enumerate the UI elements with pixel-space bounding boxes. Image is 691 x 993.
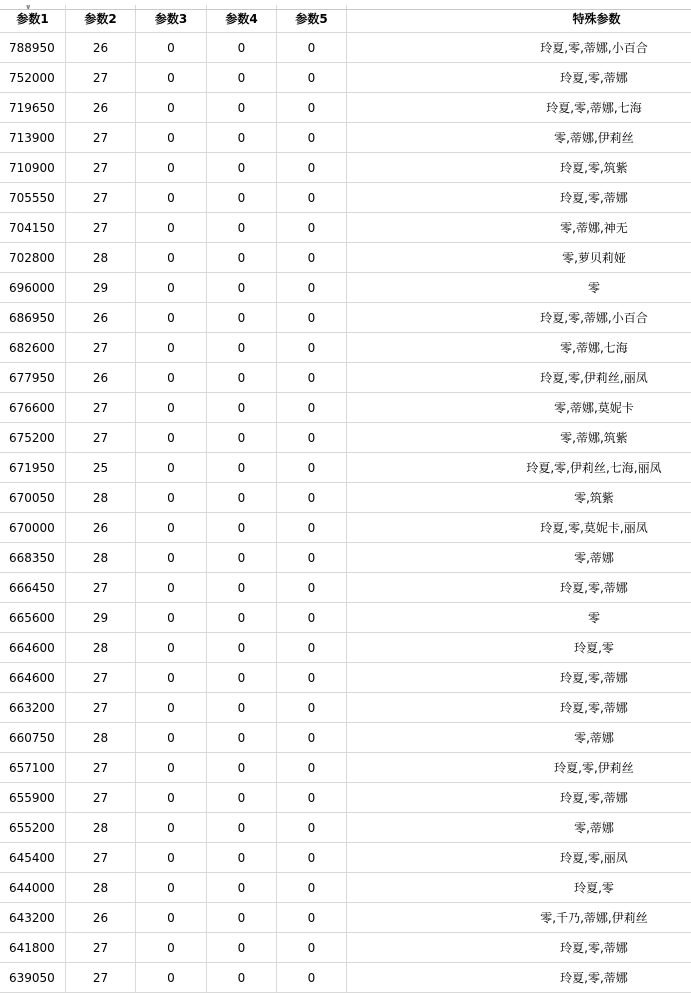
cell-param5[interactable]: 0 xyxy=(277,423,347,452)
cell-param5[interactable]: 0 xyxy=(277,513,347,542)
cell-param4[interactable]: 0 xyxy=(207,633,277,662)
cell-param1[interactable]: 705550 xyxy=(0,183,66,212)
cell-param4[interactable]: 0 xyxy=(207,273,277,302)
column-header-label: 参数2 xyxy=(84,12,117,26)
table-row[interactable] xyxy=(0,783,691,813)
cell-param4[interactable]: 0 xyxy=(207,153,277,182)
cell-param4[interactable]: 0 xyxy=(207,33,277,62)
cell-param1[interactable]: 704150 xyxy=(0,213,66,242)
cell-param4[interactable]: 0 xyxy=(207,813,277,842)
cell-param5[interactable]: 0 xyxy=(277,363,347,392)
cell-param4[interactable]: 0 xyxy=(207,663,277,692)
cell-param2[interactable]: 26 xyxy=(66,363,136,392)
cell-param2[interactable]: 29 xyxy=(66,603,136,632)
cell-special[interactable]: 玲夏,零 xyxy=(574,641,614,655)
cell-param2[interactable]: 27 xyxy=(66,573,136,602)
table-row[interactable] xyxy=(0,663,691,693)
cell-param1[interactable]: 670050 xyxy=(0,483,66,512)
cell-special[interactable]: 零,蒂娜,神无 xyxy=(560,221,628,235)
cell-param2[interactable]: 27 xyxy=(66,123,136,152)
cell-param2[interactable]: 27 xyxy=(66,183,136,212)
cell-param2[interactable]: 27 xyxy=(66,423,136,452)
cell-param3[interactable]: 0 xyxy=(136,423,207,452)
cell-param1[interactable]: 719650 xyxy=(0,93,66,122)
cell-param5[interactable]: 0 xyxy=(277,333,347,362)
cell-special[interactable]: 玲夏,零,蒂娜 xyxy=(560,191,628,205)
table-row[interactable] xyxy=(0,183,691,213)
cell-param4[interactable]: 0 xyxy=(207,483,277,512)
cell-special[interactable]: 零,萝贝莉娅 xyxy=(562,251,626,265)
cell-special[interactable]: 玲夏,零,蒂娜 xyxy=(560,671,628,685)
cell-param5[interactable]: 0 xyxy=(277,783,347,812)
cell-param1[interactable]: 639050 xyxy=(0,963,66,992)
cell-param5[interactable]: 0 xyxy=(277,243,347,272)
cell-param4[interactable]: 0 xyxy=(207,213,277,242)
table-row[interactable] xyxy=(0,423,691,453)
top-border xyxy=(0,9,691,10)
cell-special[interactable]: 零 xyxy=(587,281,600,295)
cell-param1[interactable]: 644000 xyxy=(0,873,66,902)
cell-param1[interactable]: 671950 xyxy=(0,453,66,482)
cell-special[interactable]: 零,蒂娜,筑紫 xyxy=(560,431,628,445)
cell-param5[interactable]: 0 xyxy=(277,933,347,962)
cell-param4[interactable]: 0 xyxy=(207,93,277,122)
cell-param5[interactable]: 0 xyxy=(277,33,347,62)
cell-param2[interactable]: 26 xyxy=(66,33,136,62)
cell-param2[interactable]: 26 xyxy=(66,513,136,542)
cell-param3[interactable]: 0 xyxy=(136,963,207,992)
table-row[interactable] xyxy=(0,453,691,483)
cell-param4[interactable]: 0 xyxy=(207,423,277,452)
table-row[interactable] xyxy=(0,393,691,423)
cell-special[interactable]: 零,千乃,蒂娜,伊莉丝 xyxy=(540,911,648,925)
cell-special[interactable]: 玲夏,零,蒂娜,小百合 xyxy=(540,311,648,325)
cell-special[interactable]: 零,蒂娜,伊莉丝 xyxy=(554,131,634,145)
cell-param3[interactable]: 0 xyxy=(136,603,207,632)
column-header-label: 参数4 xyxy=(225,12,258,26)
cell-param3[interactable]: 0 xyxy=(136,333,207,362)
cell-param3[interactable]: 0 xyxy=(136,33,207,62)
cell-param5[interactable]: 0 xyxy=(277,963,347,992)
cell-param4[interactable]: 0 xyxy=(207,453,277,482)
table-row[interactable] xyxy=(0,213,691,243)
cell-param5[interactable]: 0 xyxy=(277,393,347,422)
cell-param1[interactable]: 788950 xyxy=(0,33,66,62)
cell-param3[interactable]: 0 xyxy=(136,753,207,782)
column-header-param1[interactable] xyxy=(0,5,66,32)
cell-param1[interactable]: 696000 xyxy=(0,273,66,302)
cell-param5[interactable]: 0 xyxy=(277,303,347,332)
cell-param3[interactable]: 0 xyxy=(136,723,207,752)
cell-param1[interactable]: 670000 xyxy=(0,513,66,542)
cell-special[interactable]: 玲夏,零,伊莉丝 xyxy=(554,761,634,775)
cell-special[interactable]: 玲夏,零,蒂娜 xyxy=(560,791,628,805)
cell-special[interactable]: 零,蒂娜,七海 xyxy=(560,341,628,355)
cell-param5[interactable]: 0 xyxy=(277,663,347,692)
cell-param1[interactable]: 657100 xyxy=(0,753,66,782)
table-row[interactable] xyxy=(0,243,691,273)
cell-special[interactable]: 玲夏,零 xyxy=(574,881,614,895)
cell-param1[interactable]: 660750 xyxy=(0,723,66,752)
cell-param2[interactable]: 27 xyxy=(66,753,136,782)
cell-param1[interactable]: 702800 xyxy=(0,243,66,272)
cell-param3[interactable]: 0 xyxy=(136,903,207,932)
cell-param5[interactable]: 0 xyxy=(277,483,347,512)
cell-param1[interactable]: 686950 xyxy=(0,303,66,332)
cell-param4[interactable]: 0 xyxy=(207,123,277,152)
table-row[interactable] xyxy=(0,573,691,603)
cell-param4[interactable]: 0 xyxy=(207,903,277,932)
cell-param4[interactable]: 0 xyxy=(207,723,277,752)
cell-param3[interactable]: 0 xyxy=(136,93,207,122)
table-row[interactable] xyxy=(0,363,691,393)
cell-special[interactable]: 玲夏,零,伊莉丝,七海,丽凤 xyxy=(526,461,662,475)
cell-param1[interactable]: 668350 xyxy=(0,543,66,572)
cell-param1[interactable]: 663200 xyxy=(0,693,66,722)
cell-param4[interactable]: 0 xyxy=(207,183,277,212)
cell-param2[interactable]: 28 xyxy=(66,243,136,272)
cell-special[interactable]: 零 xyxy=(587,611,600,625)
cell-special[interactable]: 玲夏,零,蒂娜 xyxy=(560,581,628,595)
cell-param5[interactable]: 0 xyxy=(277,543,347,572)
cell-param3[interactable]: 0 xyxy=(136,123,207,152)
cell-param2[interactable]: 28 xyxy=(66,873,136,902)
table-row[interactable] xyxy=(0,813,691,843)
cell-param1[interactable]: 752000 xyxy=(0,63,66,92)
cell-param3[interactable]: 0 xyxy=(136,393,207,422)
cell-param4[interactable]: 0 xyxy=(207,513,277,542)
cell-param2[interactable]: 28 xyxy=(66,723,136,752)
cell-param4[interactable]: 0 xyxy=(207,933,277,962)
table-row[interactable] xyxy=(0,273,691,303)
cell-param1[interactable]: 655900 xyxy=(0,783,66,812)
table-row[interactable] xyxy=(0,903,691,933)
cell-param4[interactable]: 0 xyxy=(207,963,277,992)
table-row[interactable] xyxy=(0,63,691,93)
cell-param2[interactable]: 28 xyxy=(66,813,136,842)
cell-param4[interactable]: 0 xyxy=(207,843,277,872)
column-header-label: 参数5 xyxy=(295,12,328,26)
cell-special[interactable]: 玲夏,零,蒂娜,小百合 xyxy=(540,41,648,55)
column-header-label: 参数1 xyxy=(16,12,49,26)
cell-param3[interactable]: 0 xyxy=(136,303,207,332)
cell-param2[interactable]: 27 xyxy=(66,843,136,872)
cell-param4[interactable]: 0 xyxy=(207,693,277,722)
cell-param1[interactable]: 664600 xyxy=(0,633,66,662)
cell-param4[interactable]: 0 xyxy=(207,543,277,572)
cell-param2[interactable]: 27 xyxy=(66,933,136,962)
cell-param2[interactable]: 26 xyxy=(66,303,136,332)
cell-param3[interactable]: 0 xyxy=(136,873,207,902)
cell-param4[interactable]: 0 xyxy=(207,303,277,332)
cell-param3[interactable]: 0 xyxy=(136,693,207,722)
cell-param1[interactable]: 641800 xyxy=(0,933,66,962)
cell-param2[interactable]: 27 xyxy=(66,63,136,92)
column-header-label: 参数3 xyxy=(154,12,188,26)
cell-param2[interactable]: 27 xyxy=(66,693,136,722)
cell-param3[interactable]: 0 xyxy=(136,813,207,842)
cell-param2[interactable]: 27 xyxy=(66,963,136,992)
cell-param3[interactable]: 0 xyxy=(136,453,207,482)
cell-special[interactable]: 玲夏,零,蒂娜 xyxy=(560,971,628,985)
cell-param5[interactable]: 0 xyxy=(277,93,347,122)
cell-param1[interactable]: 655200 xyxy=(0,813,66,842)
table-row[interactable] xyxy=(0,333,691,363)
cell-param3[interactable]: 0 xyxy=(136,183,207,212)
table-row[interactable] xyxy=(0,153,691,183)
cell-param1[interactable]: 665600 xyxy=(0,603,66,632)
cell-param2[interactable]: 28 xyxy=(66,633,136,662)
cell-param4[interactable]: 0 xyxy=(207,873,277,902)
table-row[interactable] xyxy=(0,483,691,513)
cell-param5[interactable]: 0 xyxy=(277,633,347,662)
cell-param1[interactable]: 676600 xyxy=(0,393,66,422)
cell-param1[interactable]: 682600 xyxy=(0,333,66,362)
cell-param2[interactable]: 27 xyxy=(66,213,136,242)
table-row[interactable] xyxy=(0,123,691,153)
cell-param3[interactable]: 0 xyxy=(136,663,207,692)
cell-param5[interactable]: 0 xyxy=(277,573,347,602)
column-header-label: 特殊参数 xyxy=(572,12,621,26)
table-row[interactable] xyxy=(0,843,691,873)
cell-param2[interactable]: 28 xyxy=(66,543,136,572)
cell-param3[interactable]: 0 xyxy=(136,513,207,542)
cell-param4[interactable]: 0 xyxy=(207,363,277,392)
cell-param2[interactable]: 26 xyxy=(66,93,136,122)
cell-param5[interactable]: 0 xyxy=(277,693,347,722)
cell-param3[interactable]: 0 xyxy=(136,273,207,302)
table-row[interactable] xyxy=(0,33,691,63)
cell-param1[interactable]: 675200 xyxy=(0,423,66,452)
cell-special[interactable]: 玲夏,零,筑紫 xyxy=(560,161,628,175)
cell-special[interactable]: 零,蒂娜,莫妮卡 xyxy=(554,401,634,415)
cell-special[interactable]: 零,蒂娜 xyxy=(574,551,614,565)
cell-param1[interactable]: 677950 xyxy=(0,363,66,392)
cell-param5[interactable]: 0 xyxy=(277,453,347,482)
cell-param4[interactable]: 0 xyxy=(207,393,277,422)
cell-param2[interactable]: 26 xyxy=(66,903,136,932)
cell-param5[interactable]: 0 xyxy=(277,603,347,632)
cell-param3[interactable]: 0 xyxy=(136,783,207,812)
table-row[interactable] xyxy=(0,543,691,573)
cell-param5[interactable]: 0 xyxy=(277,723,347,752)
cell-special[interactable]: 玲夏,零,丽凤 xyxy=(560,851,628,865)
table-row[interactable] xyxy=(0,963,691,993)
cell-special[interactable]: 玲夏,零,蒂娜 xyxy=(560,701,628,715)
cell-special[interactable]: 玲夏,零,蒂娜 xyxy=(560,71,628,85)
cell-param1[interactable]: 645400 xyxy=(0,843,66,872)
cell-param3[interactable]: 0 xyxy=(136,933,207,962)
cell-param2[interactable]: 25 xyxy=(66,453,136,482)
table-row[interactable] xyxy=(0,303,691,333)
cell-param2[interactable]: 27 xyxy=(66,783,136,812)
cell-param5[interactable]: 0 xyxy=(277,183,347,212)
chevron-down-icon[interactable]: ∨ xyxy=(25,5,32,11)
cell-param1[interactable]: 664600 xyxy=(0,663,66,692)
cell-special[interactable]: 零,蒂娜 xyxy=(574,731,614,745)
cell-param1[interactable]: 643200 xyxy=(0,903,66,932)
cell-param2[interactable]: 27 xyxy=(66,333,136,362)
cell-param4[interactable]: 0 xyxy=(207,753,277,782)
cell-param5[interactable]: 0 xyxy=(277,153,347,182)
cell-param1[interactable]: 710900 xyxy=(0,153,66,182)
cell-param4[interactable]: 0 xyxy=(207,783,277,812)
cell-special[interactable]: 零,筑紫 xyxy=(574,491,614,505)
cell-special[interactable]: 零,蒂娜 xyxy=(574,821,614,835)
cell-param2[interactable]: 29 xyxy=(66,273,136,302)
cell-param2[interactable]: 27 xyxy=(66,663,136,692)
cell-special[interactable]: 玲夏,零,蒂娜 xyxy=(560,941,628,955)
table-row[interactable] xyxy=(0,723,691,753)
cell-special[interactable]: 玲夏,零,蒂娜,七海 xyxy=(546,101,642,115)
table-row[interactable] xyxy=(0,873,691,903)
table-row[interactable] xyxy=(0,753,691,783)
table-row[interactable] xyxy=(0,693,691,723)
cell-special[interactable]: 玲夏,零,伊莉丝,丽凤 xyxy=(540,371,648,385)
cell-param3[interactable]: 0 xyxy=(136,543,207,572)
cell-param1[interactable]: 666450 xyxy=(0,573,66,602)
cell-param5[interactable]: 0 xyxy=(277,753,347,782)
cell-param3[interactable]: 0 xyxy=(136,213,207,242)
cell-param5[interactable]: 0 xyxy=(277,843,347,872)
table-row[interactable] xyxy=(0,513,691,543)
cell-param3[interactable]: 0 xyxy=(136,843,207,872)
cell-param4[interactable]: 0 xyxy=(207,63,277,92)
cell-param5[interactable]: 0 xyxy=(277,123,347,152)
cell-param2[interactable]: 28 xyxy=(66,483,136,512)
cell-param3[interactable]: 0 xyxy=(136,243,207,272)
cell-param5[interactable]: 0 xyxy=(277,873,347,902)
cell-param5[interactable]: 0 xyxy=(277,63,347,92)
cell-param3[interactable]: 0 xyxy=(136,153,207,182)
table-body xyxy=(0,33,691,993)
table-row[interactable] xyxy=(0,93,691,123)
cell-special[interactable]: 玲夏,零,莫妮卡,丽凤 xyxy=(540,521,648,535)
cell-param4[interactable]: 0 xyxy=(207,603,277,632)
cell-param1[interactable]: 713900 xyxy=(0,123,66,152)
cell-param5[interactable]: 0 xyxy=(277,273,347,302)
data-table xyxy=(0,5,691,993)
table-row[interactable] xyxy=(0,603,691,633)
table-row[interactable] xyxy=(0,933,691,963)
cell-param4[interactable]: 0 xyxy=(207,243,277,272)
cell-param5[interactable]: 0 xyxy=(277,813,347,842)
cell-param4[interactable]: 0 xyxy=(207,333,277,362)
cell-param3[interactable]: 0 xyxy=(136,483,207,512)
table-row[interactable] xyxy=(0,633,691,663)
cell-param2[interactable]: 27 xyxy=(66,153,136,182)
cell-param3[interactable]: 0 xyxy=(136,363,207,392)
cell-param5[interactable]: 0 xyxy=(277,903,347,932)
cell-param3[interactable]: 0 xyxy=(136,633,207,662)
cell-param2[interactable]: 27 xyxy=(66,393,136,422)
cell-param5[interactable]: 0 xyxy=(277,213,347,242)
cell-param3[interactable]: 0 xyxy=(136,63,207,92)
cell-param3[interactable]: 0 xyxy=(136,573,207,602)
cell-param4[interactable]: 0 xyxy=(207,573,277,602)
